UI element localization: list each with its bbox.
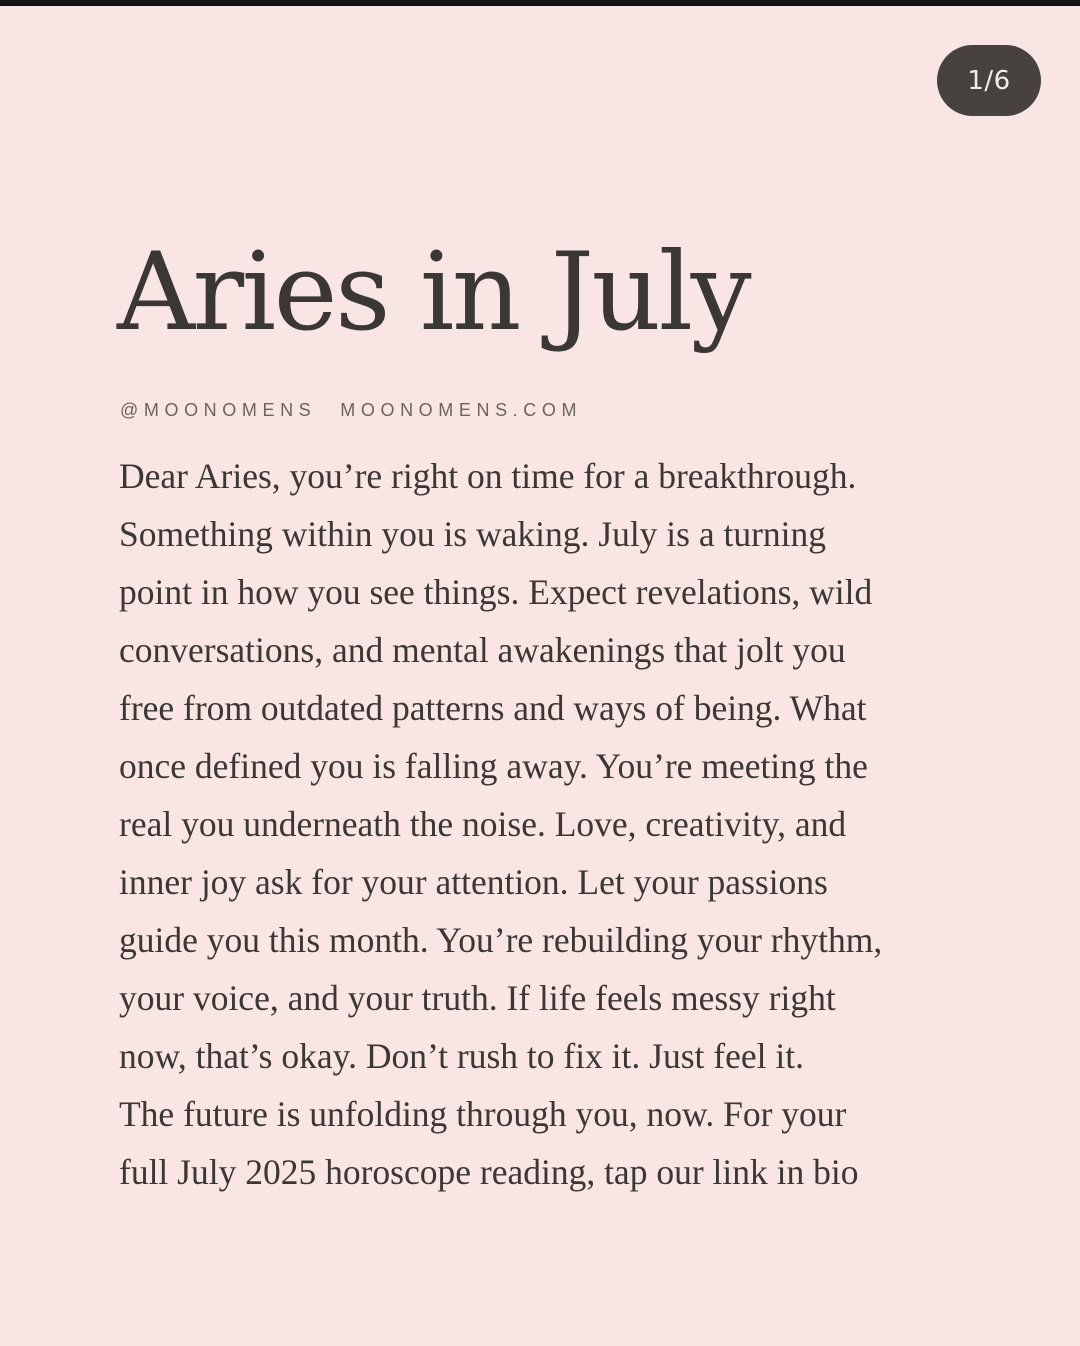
body-line: your voice, and your truth. If life feels messy right	[119, 978, 836, 1018]
body-line: point in how you see things. Expect revelations, wild	[119, 572, 873, 612]
instagram-handle: @MOONOMENS	[120, 400, 317, 420]
body-line: Dear Aries, you’re right on time for a breakthrough.	[119, 456, 857, 496]
body-line: guide you this month. You’re rebuilding your rhythm,	[119, 920, 883, 960]
body-line: full July 2025 horoscope reading, tap our link in bio	[119, 1152, 859, 1192]
horoscope-body	[119, 447, 1019, 1201]
brand-handles	[120, 400, 582, 421]
slide-counter-badge: 1/6	[937, 45, 1041, 116]
body-line: Something within you is waking. July is a turning	[119, 514, 827, 554]
top-edge-bar	[0, 0, 1080, 6]
body-line: real you underneath the noise. Love, creativity, and	[119, 804, 847, 844]
body-line: now, that’s okay. Don’t rush to fix it. Just feel it.	[119, 1036, 804, 1076]
body-line: conversations, and mental awakenings that jolt you	[119, 630, 846, 670]
page-title: Aries in July	[117, 230, 750, 355]
body-line: once defined you is falling away. You’re meeting the	[119, 746, 868, 786]
body-line: inner joy ask for your attention. Let your passions	[119, 862, 828, 902]
body-line: The future is unfolding through you, now. For your	[119, 1094, 847, 1134]
body-line: free from outdated patterns and ways of being. What	[119, 688, 867, 728]
website-handle: MOONOMENS.COM	[340, 400, 583, 420]
